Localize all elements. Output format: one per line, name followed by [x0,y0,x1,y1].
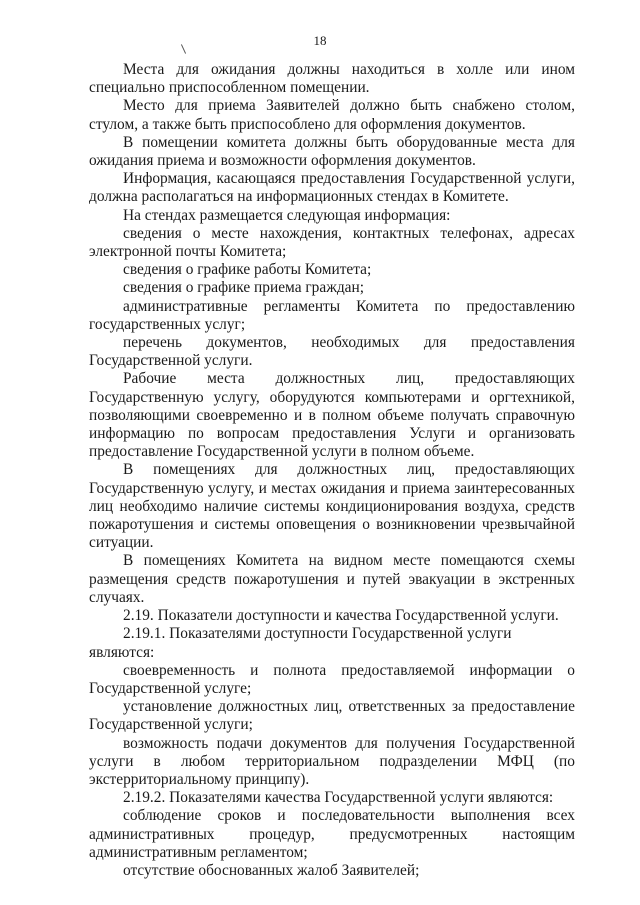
list-item: перечень документов, необходимых для предоставления Государственной услуги. [89,334,575,370]
list-item: сведения о графике приема граждан; [123,279,365,297]
paragraph: Рабочие места должностных лиц, предоставляющих Государственную услугу, оборудуются компьютерами и оргтехникой, позволяющими своевременно и в полном объеме получать справочную информацию по вопросам предоставления Услуги и организовать предоставление Государственной услуги в полном объеме. [89,370,575,461]
list-item: отсутствие обоснованных жалоб Заявителей; [123,861,420,879]
list-item: возможность подачи документов для получения Государственной услуги в любом территориальном подразделении МФЦ (по экстерриториальному принципу). [89,734,575,788]
list-item: административные регламенты Комитета по предоставлению государственных услуг; [89,297,575,333]
paragraph: В помещении комитета должны быть оборудованные места для ожидания приема и возможности оформления документов. [89,133,575,170]
paragraph: На стендах размещается следующая информация: [123,206,451,224]
page-number: 18 [313,33,327,48]
list-item: соблюдение сроков и последовательности выполнения всех административных процедур, предусмотренных настоящим административным регламентом; [89,807,575,861]
paragraph: Информация, касающаяся предоставления Государственной услуги, должна располагаться на информационных стендах в Комитете. [89,170,575,206]
paragraph: Место для приема Заявителей должно быть снабжено столом, стулом, а также быть приспособлено для оформления документов. [89,97,575,133]
list-item: своевременность и полнота предоставляемой информации о Государственной услуге; [89,661,575,697]
section-heading: 2.19. Показатели доступности и качества Государственной услуги. [123,607,559,625]
list-item: установление должностных лиц, ответственных за предоставление Государственной услуги; [89,698,575,734]
document-body [89,61,575,880]
subsection-heading: 2.19.2. Показателями качества Государственной услуги являются: [123,789,554,807]
paragraph: В помещениях Комитета на видном месте помещаются схемы размещения средств пожаротушения и путей эвакуации в экстренных случаях. [89,552,575,606]
paragraph: В помещениях для должностных лиц, предоставляющих Государственную услугу, и местах ожидания и приема заинтересованных лиц необходимо наличие системы кондиционирования воздуха, средств пожаротушения и системы оповещения о возникновении чрезвычайной ситуации. [89,461,575,552]
list-item: сведения о месте нахождения, контактных телефонах, адресах электронной почты Комитета; [89,224,575,261]
paragraph: Места для ожидания должны находиться в холле или ином специально приспособленном помещении. [89,61,575,97]
subsection-heading: 2.19.1. Показателями доступности Государственной услуги являются: [89,625,512,661]
list-item: сведения о графике работы Комитета; [123,261,372,279]
